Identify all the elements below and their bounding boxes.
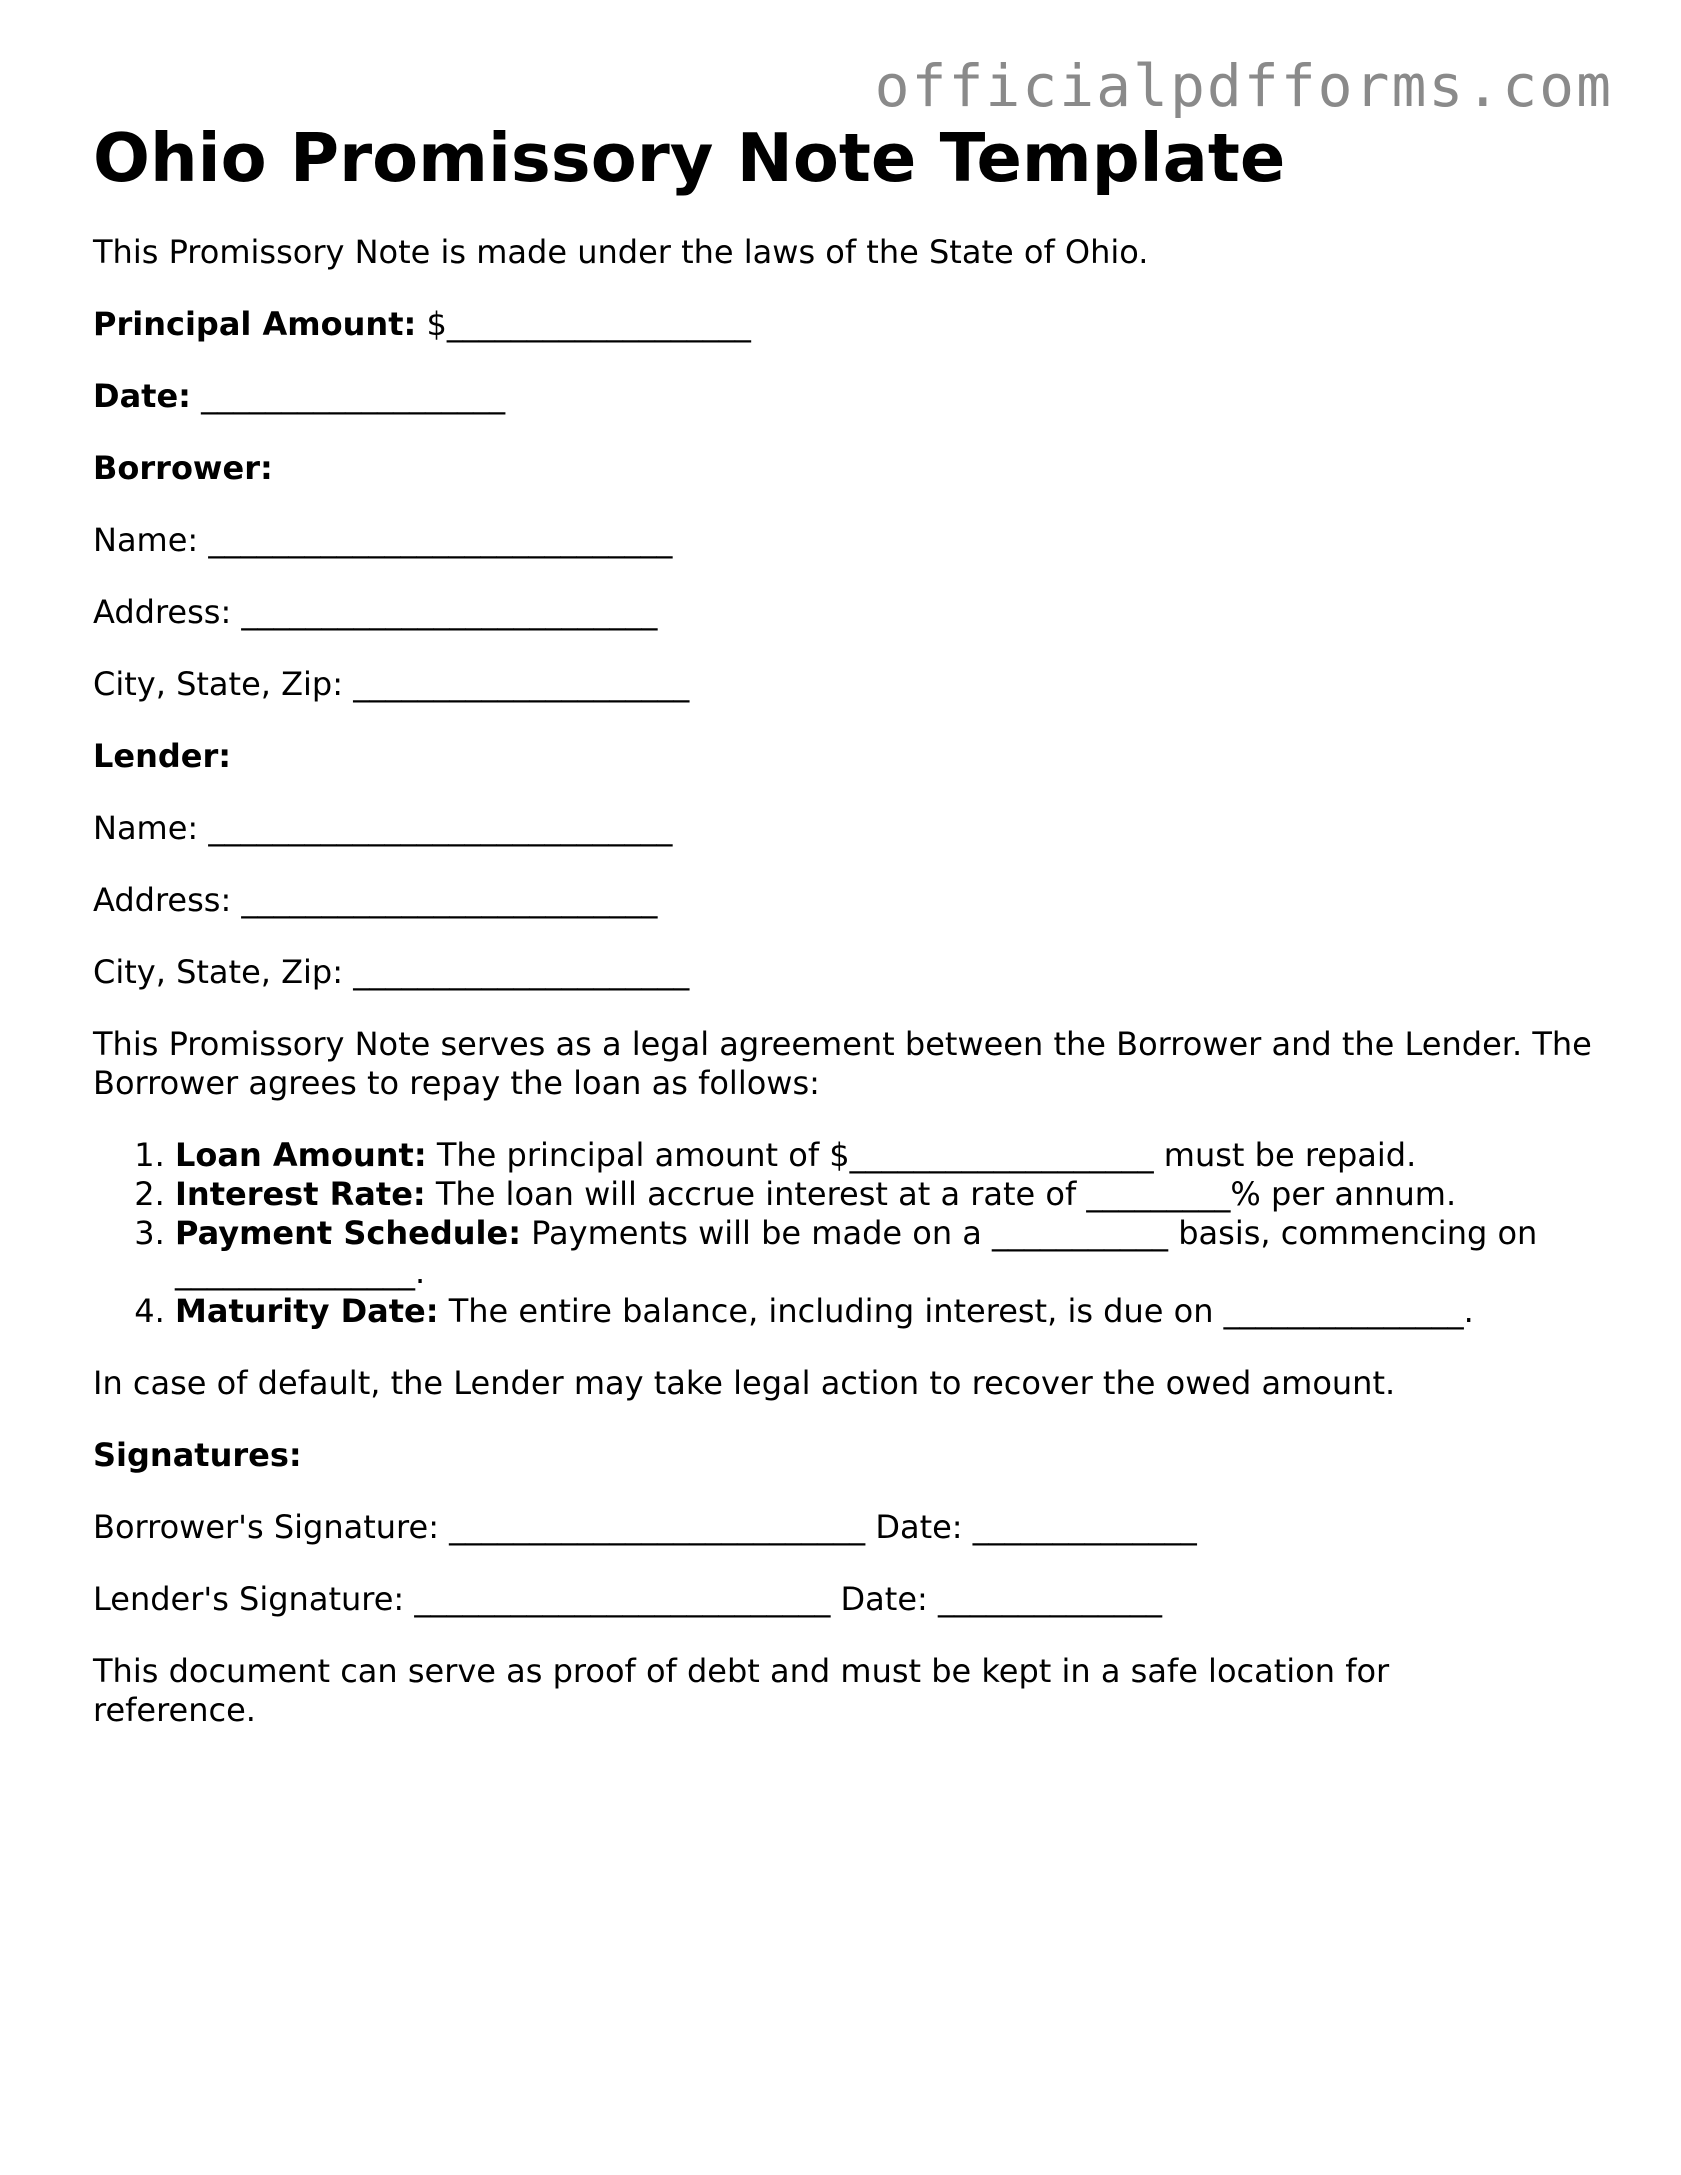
term-text: The principal amount of $___________________ must be repaid. <box>426 1136 1417 1174</box>
lender-address-line: Address: __________________________ <box>93 881 658 919</box>
footer-note: This document can serve as proof of debt and must be kept in a safe location for reference. <box>93 1652 1390 1729</box>
principal-amount-field: $___________________ <box>416 305 751 343</box>
term-label: Payment Schedule: <box>175 1214 521 1252</box>
agreement-paragraph: This Promissory Note serves as a legal agreement between the Borrower and the Lender. The Borrower agrees to repay the loan as follows: <box>93 1025 1592 1102</box>
term-text: The entire balance, including interest, is due on _______________. <box>438 1292 1474 1330</box>
signatures-heading: Signatures: <box>93 1436 302 1474</box>
term-label: Loan Amount: <box>175 1136 427 1174</box>
date-label: Date: <box>93 377 191 415</box>
borrower-name-line: Name: _____________________________ <box>93 521 673 559</box>
lender-city-line: City, State, Zip: _____________________ <box>93 953 690 991</box>
term-label: Maturity Date: <box>175 1292 439 1330</box>
list-item <box>175 1136 1603 1175</box>
date-field: ___________________ <box>190 377 506 415</box>
list-item <box>175 1175 1603 1214</box>
borrower-heading: Borrower: <box>93 449 273 487</box>
document-content <box>93 118 1603 1730</box>
watermark: officialpdfforms.com <box>874 52 1613 120</box>
borrower-signature-line: Borrower's Signature: __________________________ Date: ______________ <box>93 1508 1197 1546</box>
term-text: The loan will accrue interest at a rate of _________% per annum. <box>425 1175 1457 1213</box>
list-item <box>175 1214 1603 1292</box>
borrower-city-line: City, State, Zip: _____________________ <box>93 665 690 703</box>
date-line <box>93 377 1603 416</box>
principal-amount-line <box>93 305 1603 344</box>
borrower-address-line: Address: __________________________ <box>93 593 658 631</box>
term-text: Payments will be made on a ___________ basis, commencing on _______________. <box>175 1214 1538 1291</box>
term-label: Interest Rate: <box>175 1175 426 1213</box>
terms-list <box>93 1136 1603 1331</box>
list-item <box>175 1292 1603 1331</box>
intro-text: This Promissory Note is made under the laws of the State of Ohio. <box>93 233 1149 271</box>
default-clause: In case of default, the Lender may take legal action to recover the owed amount. <box>93 1364 1396 1402</box>
lender-heading: Lender: <box>93 737 232 775</box>
page-title: Ohio Promissory Note Template <box>93 119 1286 197</box>
lender-name-line: Name: _____________________________ <box>93 809 673 847</box>
lender-signature-line: Lender's Signature: __________________________ Date: ______________ <box>93 1580 1162 1618</box>
principal-amount-label: Principal Amount: <box>93 305 417 343</box>
